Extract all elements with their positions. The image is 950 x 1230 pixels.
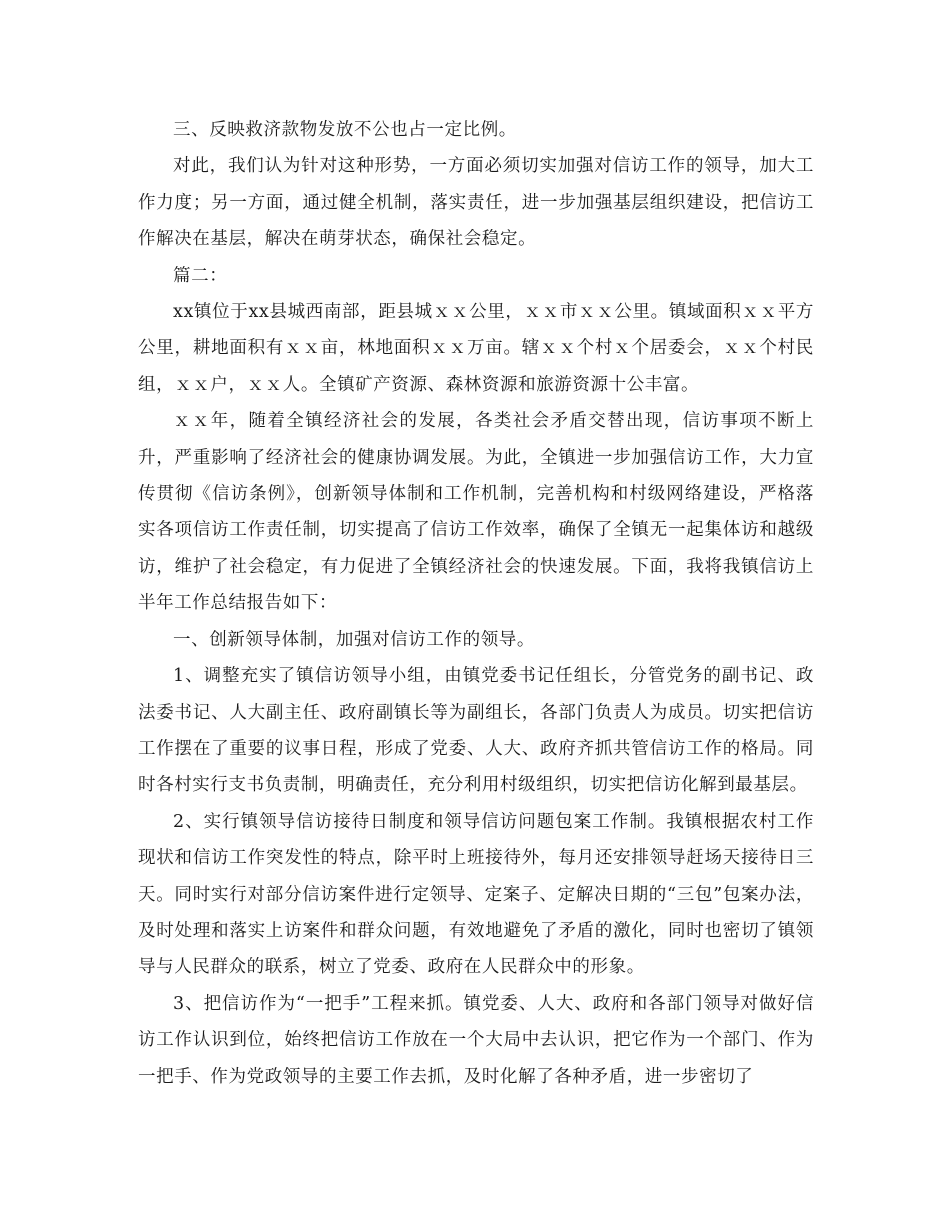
paragraph-point-3: 3、把信访作为“一把手”工程来抓。镇党委、人大、政府和各部门领导对做好信访工作认识到位，始终把信访工作放在一个大局中去认识，把它作为一个部门、作为一把手、作为党政领导的主要工作去抓，及时化解了各种矛盾，进一步密切了 [138,993,814,1087]
heading-leadership-innovation: 一、创新领导体制，加强对信访工作的领导。 [173,629,535,650]
paragraph-point-2: 2、实行镇领导信访接待日制度和领导信访问题包案工作制。我镇根据农村工作现状和信访工作突发性的特点，除平时上班接待外，每月还安排领导赶场天接待日三天。同时实行对部分信访案件进行定领导、定案子、定解决日期的“三包”包案办法，及时处理和落实上访案件和群众问题，有效地避免了矛盾的激化，同时也密切了镇领导与人民群众的联系，树立了党委、政府在人民群众中的形象。 [138,811,814,978]
paragraph-item-relief-fairness: 三、反映救济款物发放不公也占一定比例。 [173,120,517,140]
paragraph-response-measures: 对此，我们认为针对这种形势，一方面必须切实加强对信访工作的领导，加大工作力度；另一方面，通过健全机制，落实责任，进一步加强基层组织建设，把信访工作解决在基层，解决在萌芽状态，确保社会稳定。 [138,156,814,250]
paragraph-town-overview: xx镇位于xx县城西南部，距县城ｘｘ公里，ｘｘ市ｘｘ公里。镇域面积ｘｘ平方公里，耕地面积有ｘｘ亩，林地面积ｘｘ万亩。辖ｘｘ个村ｘ个居委会，ｘｘ个村民组，ｘｘ户，ｘｘ人。全镇矿产资源、森林资源和旅游资源十公丰富。 [138,302,814,395]
section-heading-part-two: 篇二： [173,265,228,286]
paragraph-point-1: 1、调整充实了镇信访领导小组，由镇党委书记任组长，分管党务的副书记、政法委书记、人大副主任、政府副镇长等为副组长，各部门负责人为成员。切实把信访工作摆在了重要的议事日程，形成了党委、人大、政府齐抓共管信访工作的格局。同时各村实行支书负责制，明确责任，充分利用村级组织，切实把信访化解到最基层。 [138,666,814,796]
paragraph-annual-summary-intro: ｘｘ年，随着全镇经济社会的发展，各类社会矛盾交替出现，信访事项不断上升，严重影响了经济社会的健康协调发展。为此，全镇进一步加强信访工作，大力宣传贯彻《信访条例》，创新领导体制和工作机制，完善机构和村级网络建设，严格落实各项信访工作责任制，切实提高了信访工作效率，确保了全镇无一起集体访和越级访，维护了社会稳定，有力促进了全镇经济社会的快速发展。下面，我将我镇信访上半年工作总结报告如下： [138,411,814,614]
document-body [138,112,814,1095]
